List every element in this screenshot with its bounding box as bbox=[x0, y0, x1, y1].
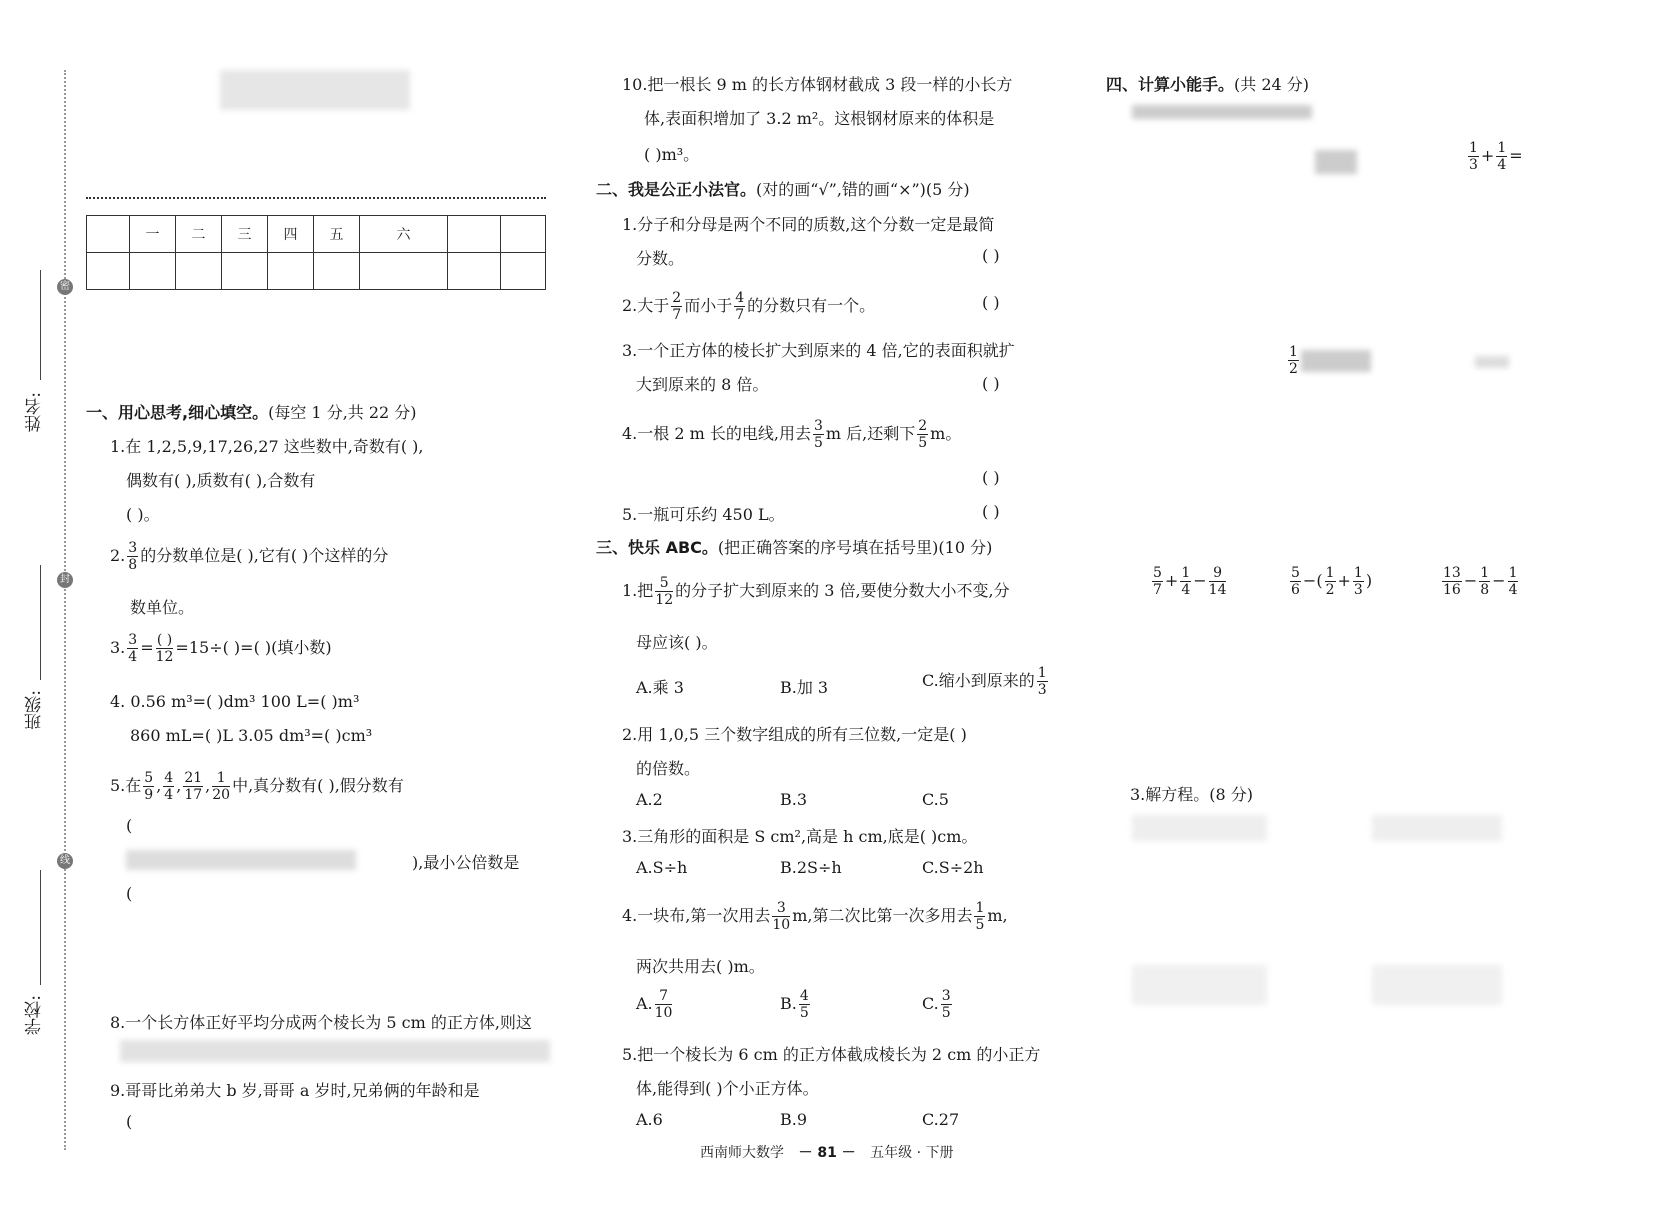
denominator: 4 bbox=[1508, 582, 1518, 598]
page-footer bbox=[700, 1142, 954, 1162]
q-text: 的分数只有一个。 bbox=[747, 296, 876, 315]
numerator: 1 bbox=[1353, 565, 1363, 581]
s3-q2-line2: 的倍数。 bbox=[636, 759, 701, 778]
option-a: A.2 bbox=[636, 790, 663, 809]
numerator: 5 bbox=[1291, 565, 1300, 581]
score-header-cell: 六 bbox=[360, 216, 448, 253]
numerator: 21 bbox=[184, 770, 203, 786]
q-text: =15÷( )=( )(填小数) bbox=[175, 638, 332, 657]
q-text: C.缩小到原来的 bbox=[922, 671, 1035, 690]
blurred-equation bbox=[1132, 965, 1267, 1005]
denominator: 14 bbox=[1208, 582, 1227, 598]
q-text: 1.把 bbox=[622, 581, 654, 600]
section2-heading bbox=[596, 177, 970, 200]
option-a bbox=[636, 988, 674, 1021]
score-header-cell: 二 bbox=[176, 216, 222, 253]
q-text: 的分子扩大到原来的 3 倍,要使分数大小不变,分 bbox=[675, 581, 1010, 600]
section3-note: (把正确答案的序号填在括号里)(10 分) bbox=[717, 538, 993, 557]
footer-grade: 五年级 · 下册 bbox=[870, 1145, 954, 1161]
numerator: 3 bbox=[128, 632, 138, 648]
section4-title: 四、计算小能手。 bbox=[1106, 75, 1235, 94]
operator: − bbox=[1193, 571, 1207, 590]
q-text: 4.一根 2 m 长的电线,用去 bbox=[622, 424, 811, 443]
option-a: A.S÷h bbox=[636, 858, 688, 877]
q-text: 4.一块布,第一次用去 bbox=[622, 906, 771, 925]
operator: + bbox=[1164, 571, 1179, 590]
fraction bbox=[1209, 565, 1227, 598]
class-underline bbox=[40, 565, 41, 680]
option-c: C.27 bbox=[922, 1110, 960, 1129]
score-cell bbox=[448, 216, 501, 253]
denominator: 3 bbox=[1469, 157, 1478, 173]
fraction bbox=[1037, 665, 1048, 698]
s1-q10-line3: ( )m³。 bbox=[644, 145, 700, 164]
numerator: 5 bbox=[1153, 565, 1162, 581]
s1-q1-line3: ( )。 bbox=[126, 505, 160, 524]
s1-q6-line2: ( bbox=[126, 884, 133, 903]
blurred-equation bbox=[1132, 815, 1267, 841]
fraction bbox=[974, 900, 985, 933]
denominator: 17 bbox=[184, 787, 203, 803]
score-cell bbox=[268, 253, 314, 290]
class-label: 班级: bbox=[25, 690, 45, 730]
s2-q1-line2: 分数。 bbox=[636, 249, 685, 268]
section1-heading bbox=[86, 400, 417, 423]
denominator: 16 bbox=[1443, 582, 1461, 598]
q-text: m 后,还剩下 bbox=[825, 424, 916, 443]
numerator: 1 bbox=[1508, 565, 1518, 581]
numerator: 1 bbox=[1480, 565, 1490, 581]
numerator: 3 bbox=[128, 540, 138, 556]
section2-title: 二、我是公正小法官。 bbox=[596, 180, 757, 199]
fraction bbox=[127, 540, 138, 573]
s1-q1-line2: 偶数有( ),质数有( ),合数有 bbox=[126, 471, 316, 490]
q-text: 中,真分数有( ),假分数有 bbox=[232, 776, 404, 795]
numerator: 2 bbox=[672, 290, 682, 306]
section1-note: (每空 1 分,共 22 分) bbox=[268, 403, 417, 422]
s1-q2-line2: 数单位。 bbox=[130, 598, 195, 617]
denominator: 5 bbox=[975, 917, 985, 933]
fraction bbox=[1353, 565, 1364, 598]
denominator: 5 bbox=[918, 435, 928, 451]
numerator: 5 bbox=[655, 575, 673, 592]
option-b: B.3 bbox=[780, 790, 808, 809]
s1-q9-line1: 9.哥哥比弟弟大 b 岁,哥哥 a 岁时,兄弟俩的年龄和是 bbox=[110, 1081, 480, 1100]
q-text: m,第二次比第一次多用去 bbox=[792, 906, 973, 925]
q-number: 2. bbox=[110, 546, 126, 565]
blurred-expression bbox=[1315, 150, 1357, 174]
option-c bbox=[922, 665, 1050, 698]
blurred-text bbox=[1132, 105, 1312, 119]
fraction bbox=[1152, 565, 1163, 598]
operator: + bbox=[1480, 146, 1495, 165]
fraction bbox=[772, 900, 790, 933]
fraction bbox=[1468, 140, 1479, 173]
numerator: 1 bbox=[1289, 344, 1298, 360]
denominator: 20 bbox=[212, 787, 231, 803]
fraction bbox=[127, 632, 138, 665]
s1-q6-line: ),最小公倍数是 bbox=[412, 853, 520, 872]
s3-q4 bbox=[622, 900, 1008, 933]
numerator: 3 bbox=[813, 418, 823, 434]
score-cell-blurred bbox=[501, 216, 546, 253]
fraction bbox=[1288, 344, 1299, 377]
school-label: 学校: bbox=[25, 995, 45, 1035]
blurred-text bbox=[126, 850, 356, 870]
option-c: C.5 bbox=[922, 790, 949, 809]
operator: = bbox=[1509, 146, 1523, 165]
denominator: 5 bbox=[799, 1005, 809, 1021]
numerator: 2 bbox=[918, 418, 928, 434]
footer-book-title: 西南师大数学 bbox=[700, 1145, 784, 1161]
denominator: 8 bbox=[1480, 582, 1490, 598]
denominator: 4 bbox=[164, 787, 174, 803]
denominator: 4 bbox=[128, 649, 138, 665]
denominator: 4 bbox=[1497, 157, 1507, 173]
numerator: 3 bbox=[772, 900, 790, 917]
fraction bbox=[183, 770, 203, 803]
numerator: 1 bbox=[1469, 140, 1478, 156]
s3-q3-line1: 3.三角形的面积是 S cm²,高是 h cm,底是( )cm。 bbox=[622, 827, 978, 846]
numerator: 1 bbox=[1325, 565, 1335, 581]
s2-q4 bbox=[622, 418, 961, 451]
option-c: C.S÷2h bbox=[922, 858, 984, 877]
operator: −( bbox=[1302, 571, 1323, 590]
denominator: 9 bbox=[144, 787, 154, 803]
numerator: 13 bbox=[1443, 565, 1461, 581]
fraction bbox=[143, 770, 154, 803]
score-table bbox=[86, 215, 546, 290]
fraction bbox=[1290, 565, 1301, 598]
section1-title: 一、用心思考,细心填空。 bbox=[86, 403, 269, 422]
blurred-expression bbox=[1475, 356, 1509, 368]
fraction bbox=[156, 632, 174, 665]
seal-stamp: 线 bbox=[57, 853, 73, 869]
option-b: B.9 bbox=[780, 1110, 808, 1129]
denominator: 8 bbox=[128, 557, 138, 573]
score-cell bbox=[360, 253, 448, 290]
s1-q2 bbox=[110, 540, 388, 573]
score-value-row bbox=[87, 253, 546, 290]
option-a: A.6 bbox=[636, 1110, 663, 1129]
header-title-blurred bbox=[220, 70, 410, 110]
denominator: 12 bbox=[155, 649, 174, 665]
s1-q4-line1: 4. 0.56 m³=( )dm³ 100 L=( )m³ bbox=[110, 692, 360, 711]
numerator: 4 bbox=[735, 290, 745, 306]
option-b: B.2S÷h bbox=[780, 858, 842, 877]
s2-q2 bbox=[622, 290, 875, 323]
fraction bbox=[655, 575, 673, 608]
s4-q3: 3.解方程。(8 分) bbox=[1130, 785, 1254, 804]
fraction bbox=[212, 770, 230, 803]
numerator: 1 bbox=[1181, 565, 1191, 581]
page-number: － 81 － bbox=[798, 1145, 856, 1161]
fraction bbox=[1180, 565, 1191, 598]
fraction bbox=[1496, 140, 1507, 173]
numerator: 4 bbox=[164, 770, 174, 786]
calc-expression bbox=[1466, 140, 1523, 173]
fraction bbox=[799, 988, 810, 1021]
q-text: m, bbox=[987, 906, 1008, 925]
s1-q5: 5.在 $\frac{5}{9}$ , $\frac{4}{4}$ , $\frac{21}{17}$ , $\frac{1}{20}$ 中,真分数有( ),假分数有 bbox=[110, 770, 404, 803]
fraction bbox=[1442, 565, 1462, 598]
numerator: 9 bbox=[1209, 565, 1227, 582]
q-text: C. bbox=[922, 994, 939, 1013]
name-label: 姓名: bbox=[25, 392, 45, 432]
answer-paren: ( ) bbox=[982, 468, 1000, 487]
denominator: 10 bbox=[654, 1005, 673, 1021]
numerator: 7 bbox=[655, 988, 673, 1005]
fraction bbox=[163, 770, 174, 803]
denominator: 7 bbox=[1153, 582, 1162, 598]
denominator: 3 bbox=[1353, 582, 1363, 598]
denominator: 6 bbox=[1291, 582, 1300, 598]
numerator: 1 bbox=[975, 900, 985, 916]
s3-q5-line2: 体,能得到( )个小正方体。 bbox=[636, 1079, 819, 1098]
s2-q3-line2: 大到原来的 8 倍。 bbox=[636, 375, 769, 394]
calc-expression bbox=[1288, 565, 1372, 598]
numerator: 5 bbox=[144, 770, 154, 786]
blurred-text bbox=[120, 1040, 550, 1062]
score-cell bbox=[222, 253, 268, 290]
s1-q4-line2: 860 mL=( )L 3.05 dm³=( )cm³ bbox=[130, 726, 373, 745]
operator: − bbox=[1492, 571, 1506, 590]
denominator: 5 bbox=[813, 435, 823, 451]
section3-heading bbox=[596, 535, 992, 558]
score-cell bbox=[87, 216, 130, 253]
operator: − bbox=[1463, 571, 1478, 590]
numerator: 1 bbox=[1037, 665, 1047, 681]
dotted-cut-line bbox=[64, 70, 66, 1150]
fraction bbox=[1325, 565, 1336, 598]
section4-note: (共 24 分) bbox=[1234, 75, 1310, 94]
s3-q1 bbox=[622, 575, 1010, 608]
q-text: 的分数单位是( ),它有( )个这样的分 bbox=[140, 546, 389, 565]
calc-expression bbox=[1150, 565, 1228, 598]
option-b bbox=[780, 988, 812, 1021]
score-header-cell: 四 bbox=[268, 216, 314, 253]
denominator: 10 bbox=[772, 917, 791, 933]
seal-stamp: 密 bbox=[57, 279, 73, 295]
fraction bbox=[671, 290, 682, 323]
answer-paren: ( ) bbox=[982, 246, 1000, 265]
score-header-cell: 一 bbox=[130, 216, 176, 253]
calc-expression-partial bbox=[1286, 344, 1371, 377]
denominator: 2 bbox=[1289, 361, 1298, 377]
section3-title: 三、快乐 ABC。 bbox=[596, 538, 718, 557]
header-rule bbox=[86, 197, 546, 199]
q-number: 3. bbox=[110, 638, 126, 657]
denominator: 12 bbox=[655, 592, 674, 608]
score-header-cell: 三 bbox=[222, 216, 268, 253]
s1-q10-line2: 体,表面积增加了 3.2 m²。这根钢材原来的体积是 bbox=[644, 109, 995, 128]
q-text: A. bbox=[636, 994, 653, 1013]
s3-q5-line1: 5.把一个棱长为 6 cm 的正方体截成棱长为 2 cm 的小正方 bbox=[622, 1045, 1041, 1064]
operator: ) bbox=[1365, 571, 1373, 590]
answer-paren: ( ) bbox=[982, 502, 1000, 521]
score-cell bbox=[314, 253, 360, 290]
section2-note: (对的画“√”,错的画“×”)(5 分) bbox=[756, 180, 970, 199]
blurred-expression bbox=[1301, 350, 1371, 372]
option-c bbox=[922, 988, 954, 1021]
s1-q1-line1: 1.在 1,2,5,9,17,26,27 这些数中,奇数有( ), bbox=[110, 437, 424, 456]
s1-q5-line2: ( bbox=[126, 816, 133, 835]
s1-q9-line2: ( bbox=[126, 1112, 133, 1131]
fraction bbox=[813, 418, 824, 451]
s3-q2-line1: 2.用 1,0,5 三个数字组成的所有三位数,一定是( ) bbox=[622, 725, 967, 744]
s2-q1-line1: 1.分子和分母是两个不同的质数,这个分数一定是最简 bbox=[622, 215, 995, 234]
s3-q1-line2: 母应该( )。 bbox=[636, 633, 718, 652]
fraction bbox=[917, 418, 928, 451]
numerator: 1 bbox=[212, 770, 230, 787]
fraction bbox=[734, 290, 745, 323]
fraction bbox=[1508, 565, 1519, 598]
calc-expression bbox=[1440, 565, 1520, 598]
s1-q10-line1: 10.把一根长 9 m 的长方体钢材截成 3 段一样的小长方 bbox=[622, 75, 1013, 94]
s3-q4-line2: 两次共用去( )m。 bbox=[636, 957, 765, 976]
fraction bbox=[941, 988, 952, 1021]
q-number: 5.在 bbox=[110, 776, 142, 795]
option-a: A.乘 3 bbox=[636, 678, 684, 697]
score-cell bbox=[501, 253, 546, 290]
q-text: B. bbox=[780, 994, 797, 1013]
blurred-equation bbox=[1372, 815, 1502, 841]
denominator: 7 bbox=[735, 307, 745, 323]
q-text: 而小于 bbox=[684, 296, 733, 315]
denominator: 5 bbox=[941, 1005, 951, 1021]
fraction bbox=[655, 988, 673, 1021]
blurred-equation bbox=[1372, 965, 1502, 1005]
seal-stamp: 封 bbox=[57, 572, 73, 588]
denominator: 2 bbox=[1325, 582, 1335, 598]
s2-q5: 5.一瓶可乐约 450 L。 bbox=[622, 505, 785, 524]
denominator: 4 bbox=[1181, 582, 1191, 598]
answer-paren: ( ) bbox=[982, 293, 1000, 312]
numerator: ( ) bbox=[156, 632, 173, 648]
q-text: m。 bbox=[930, 424, 962, 443]
s2-q3-line1: 3.一个正方体的棱长扩大到原来的 4 倍,它的表面积就扩 bbox=[622, 341, 1015, 360]
score-cell bbox=[176, 253, 222, 290]
section4-heading bbox=[1106, 72, 1309, 95]
s1-q3: 3. $\frac{3}{4}$ = $\frac{( )}{12}$ =15÷( )=( )(填小数) bbox=[110, 632, 332, 665]
score-cell bbox=[448, 253, 501, 290]
score-cell bbox=[130, 253, 176, 290]
option-b: B.加 3 bbox=[780, 678, 829, 697]
q-text: 2.大于 bbox=[622, 296, 670, 315]
answer-paren: ( ) bbox=[982, 374, 1000, 393]
operator: + bbox=[1337, 571, 1351, 590]
name-underline bbox=[40, 270, 41, 380]
score-cell bbox=[87, 253, 130, 290]
denominator: 7 bbox=[672, 307, 682, 323]
score-header-row bbox=[87, 216, 546, 253]
numerator: 1 bbox=[1497, 140, 1507, 156]
s1-q8-line1: 8.一个长方体正好平均分成两个棱长为 5 cm 的正方体,则这 bbox=[110, 1013, 532, 1032]
numerator: 4 bbox=[799, 988, 809, 1004]
numerator: 3 bbox=[941, 988, 951, 1004]
fraction bbox=[1479, 565, 1490, 598]
score-header-cell: 五 bbox=[314, 216, 360, 253]
denominator: 3 bbox=[1037, 682, 1047, 698]
school-underline bbox=[40, 870, 41, 985]
